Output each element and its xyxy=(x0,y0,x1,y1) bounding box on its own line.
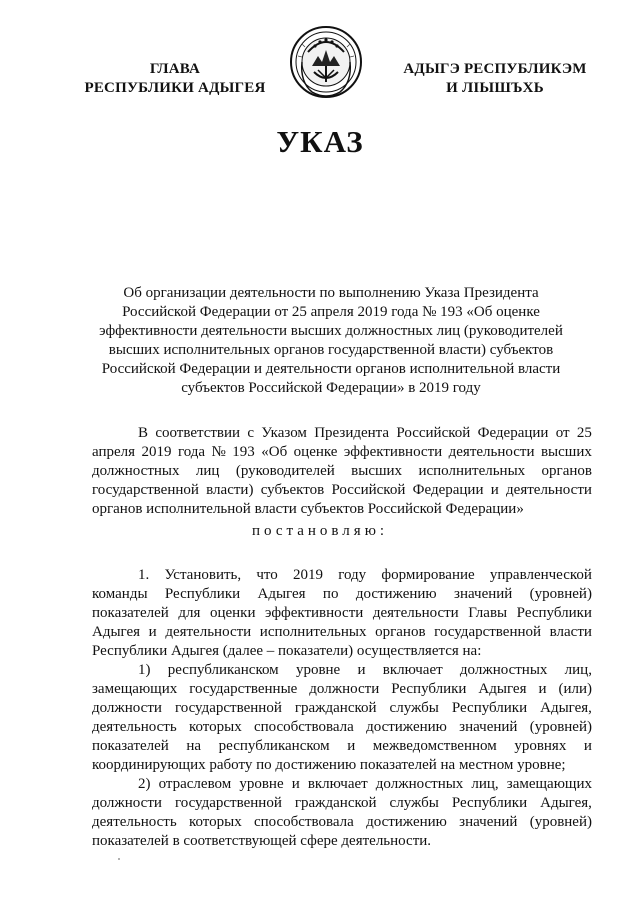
word: показателей xyxy=(92,605,169,621)
word: гражданской xyxy=(294,795,377,811)
word: значений xyxy=(459,719,518,735)
word: государственной xyxy=(434,624,542,640)
word: включает xyxy=(382,662,443,678)
word: эффективности xyxy=(265,605,364,621)
word: Указом xyxy=(261,425,307,441)
header-left-line-1: ГЛАВА xyxy=(149,61,201,77)
word: службы xyxy=(389,795,439,811)
word: лиц, xyxy=(564,662,592,678)
word: Республики xyxy=(164,586,241,602)
word: деятельности xyxy=(165,624,252,640)
word: В xyxy=(138,425,149,441)
paragraph-3-line xyxy=(92,794,592,813)
word: года xyxy=(177,444,206,460)
preamble-line xyxy=(92,462,592,481)
word: значений xyxy=(459,814,518,830)
preamble-paragraph xyxy=(92,424,592,519)
word: которых xyxy=(188,814,242,830)
word: достижению xyxy=(366,719,447,735)
preamble-line: органов исполнительной власти субъектов Российской Федерации» xyxy=(92,501,524,517)
word: Адыгея xyxy=(92,624,141,640)
word: должности xyxy=(309,681,380,697)
header-right-line-1: АДЫГЭ РЕСПУБЛИКЭМ xyxy=(403,61,587,77)
word: 2019 xyxy=(141,444,172,460)
paragraph-3-line xyxy=(92,813,592,832)
paragraph-2-line: координирующих работу по достижению показателей на местном уровне; xyxy=(92,757,566,773)
word: органов xyxy=(375,624,426,640)
word: и xyxy=(357,662,366,678)
word: Главы xyxy=(468,605,508,621)
word: и xyxy=(148,624,157,640)
word: соответствии xyxy=(155,425,241,441)
word: 2019 xyxy=(292,567,323,583)
word: для xyxy=(178,605,201,621)
word: (руководителей xyxy=(235,463,335,479)
word: от xyxy=(555,425,570,441)
word: уровнях xyxy=(514,738,567,754)
paragraph-1-line xyxy=(92,585,592,604)
word: и xyxy=(490,482,499,498)
word: должностных xyxy=(92,463,180,479)
word: власти) xyxy=(206,482,254,498)
word: 193 xyxy=(232,444,255,460)
word: межведомственном xyxy=(372,738,497,754)
subject-line: Российской Федерации и деятельности органов исполнительной власти xyxy=(101,361,561,377)
word: Российской xyxy=(331,482,406,498)
word: Установить, xyxy=(164,567,242,583)
word: Республики xyxy=(391,681,467,697)
word: исполнительных xyxy=(418,463,526,479)
scan-speck xyxy=(118,858,120,860)
word: службы xyxy=(389,700,439,716)
word: № xyxy=(211,444,226,460)
word: субъектов xyxy=(260,482,325,498)
word: формирование xyxy=(381,567,475,583)
word: (уровней) xyxy=(529,586,592,602)
word: показателей xyxy=(92,738,169,754)
word: 1. xyxy=(138,567,150,583)
word: Адыгея, xyxy=(540,795,592,811)
word: власти xyxy=(549,624,592,640)
word: (или) xyxy=(558,681,592,697)
word: способствовала xyxy=(253,814,354,830)
paragraph-1-line xyxy=(92,566,592,585)
word: Российской xyxy=(396,425,471,441)
word: (уровней) xyxy=(529,719,592,735)
word: деятельности xyxy=(506,482,592,498)
word: оценке xyxy=(293,444,338,460)
word: Адыгея xyxy=(478,681,527,697)
word: должности xyxy=(92,700,162,716)
word: апреля xyxy=(92,444,136,460)
paragraph-1-line xyxy=(92,604,592,623)
word: должности xyxy=(92,795,162,811)
word: должностных xyxy=(375,776,464,792)
word: включает xyxy=(307,776,368,792)
word: на xyxy=(186,738,202,754)
word: и xyxy=(538,681,547,697)
word: эффективности xyxy=(343,444,443,460)
word: и xyxy=(583,738,592,754)
document-body xyxy=(92,566,592,851)
header-left-title xyxy=(70,60,280,98)
word: 2) xyxy=(138,776,151,792)
paragraph-3-line xyxy=(92,775,592,794)
word: «Об xyxy=(261,444,288,460)
document-title: УКАЗ xyxy=(276,124,364,159)
word: деятельность xyxy=(92,719,177,735)
word: значений xyxy=(454,586,513,602)
word: высших xyxy=(351,463,403,479)
word: республиканском xyxy=(218,738,330,754)
header-left-line-2: РЕСПУБЛИКИ АДЫГЕЯ xyxy=(84,80,266,96)
word: команды xyxy=(92,586,148,602)
preamble-line xyxy=(92,481,592,500)
word: оценки xyxy=(209,605,256,621)
word: Адыгея xyxy=(257,586,306,602)
word: Республики xyxy=(451,700,528,716)
word: отраслевом xyxy=(158,776,232,792)
word: Адыгея, xyxy=(540,700,592,716)
word: Федерации xyxy=(477,425,549,441)
subject-line: Российской Федерации от 25 апреля 2019 года № 193 «Об оценке xyxy=(122,304,540,320)
word: республиканском xyxy=(167,662,279,678)
document-subject xyxy=(96,284,566,398)
word: достижению xyxy=(355,586,437,602)
word: Республики xyxy=(451,795,528,811)
word: государственной xyxy=(92,482,199,498)
word: деятельности xyxy=(448,444,535,460)
word: по xyxy=(322,586,339,602)
word: высших xyxy=(540,444,592,460)
word: достижению xyxy=(366,814,447,830)
paragraph-2-line xyxy=(92,661,592,680)
word: способствовала xyxy=(253,719,354,735)
word: лиц, xyxy=(471,776,499,792)
word: замещающих xyxy=(506,776,592,792)
word: и xyxy=(347,738,356,754)
word: деятельности xyxy=(372,605,459,621)
word: исполнительных xyxy=(259,624,367,640)
word: деятельность xyxy=(92,814,177,830)
preamble-line xyxy=(92,443,592,462)
word: Федерации xyxy=(412,482,484,498)
paragraph-1-line xyxy=(92,623,592,642)
word: уровне xyxy=(295,662,341,678)
paragraph-2-line xyxy=(92,699,592,718)
word: 1) xyxy=(138,662,151,678)
coat-of-arms-emblem-icon xyxy=(288,22,364,106)
word: государственные xyxy=(189,681,298,697)
header-right-line-2: И ЛІЫШЪХЬ xyxy=(446,80,544,96)
word: (уровней) xyxy=(529,814,592,830)
header-right-title xyxy=(390,60,600,98)
subject-line: эффективности деятельности высших должностных лиц (руководителей xyxy=(99,323,563,339)
word: Президента xyxy=(314,425,390,441)
word: гражданской xyxy=(294,700,377,716)
subject-line: Об организации деятельности по выполнению Указа Президента xyxy=(123,285,539,301)
resolve-word: постановляю: xyxy=(251,523,389,539)
word: государственной xyxy=(174,700,282,716)
paragraph-2-line xyxy=(92,680,592,699)
word: году xyxy=(338,567,367,583)
word: управленческой xyxy=(489,567,592,583)
word: что xyxy=(256,567,278,583)
paragraph-1-line: Республики Адыгея (далее – показатели) осуществляется на: xyxy=(92,643,482,659)
preamble-line xyxy=(92,424,592,443)
word: и xyxy=(291,776,300,792)
word: государственной xyxy=(174,795,282,811)
word: органов xyxy=(541,463,592,479)
paragraph-2-line xyxy=(92,737,592,756)
word: с xyxy=(247,425,255,441)
subject-line: высших исполнительных органов государственной власти) субъектов xyxy=(108,342,554,358)
paragraph-3-line: показателей в соответствующей сфере деятельности. xyxy=(92,833,432,849)
subject-line: субъектов Российской Федерации» в 2019 году xyxy=(181,380,481,396)
word: 25 xyxy=(576,425,592,441)
word: лиц xyxy=(195,463,220,479)
word: Республики xyxy=(516,605,592,621)
word: которых xyxy=(188,719,242,735)
word: замещающих xyxy=(92,681,178,697)
word: должностных xyxy=(459,662,548,678)
word: уровне xyxy=(239,776,284,792)
paragraph-2-line xyxy=(92,718,592,737)
